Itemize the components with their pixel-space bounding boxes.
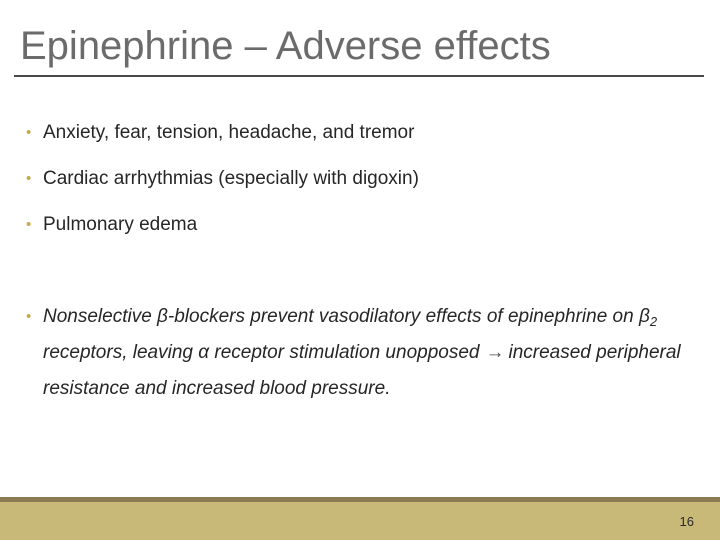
bullet-text: Anxiety, fear, tension, headache, and tremor (43, 122, 415, 143)
bullet-text: Pulmonary edema (43, 214, 198, 235)
slide-title: Epinephrine – Adverse effects (20, 24, 551, 68)
footer-bar (0, 502, 720, 540)
page-number: 16 (679, 514, 694, 529)
bullet-item (26, 115, 706, 151)
note-text-part1: Nonselective β-blockers prevent vasodilatory effects of epinephrine on β (43, 306, 650, 327)
bullet-item (26, 207, 706, 243)
bullet-text: Cardiac arrhythmias (especially with digoxin) (43, 168, 419, 189)
note-subscript: 2 (649, 314, 658, 329)
note-text (43, 306, 681, 399)
bullet-dot-icon: • (26, 308, 32, 325)
note-text-part3: increased peripheral resistance and increased blood pressure. (43, 342, 681, 399)
title-underline (14, 75, 704, 77)
bullet-dot-icon: • (26, 216, 32, 233)
bullet-spacer (26, 253, 706, 299)
note-bullet (26, 299, 706, 407)
bullet-dot-icon: • (26, 124, 32, 141)
note-text-part2: receptors, leaving α receptor stimulation unopposed (43, 342, 480, 363)
arrow-right-icon: → (485, 342, 505, 363)
bullet-item (26, 161, 706, 197)
bullet-list (26, 115, 706, 417)
bullet-dot-icon: • (26, 170, 32, 187)
